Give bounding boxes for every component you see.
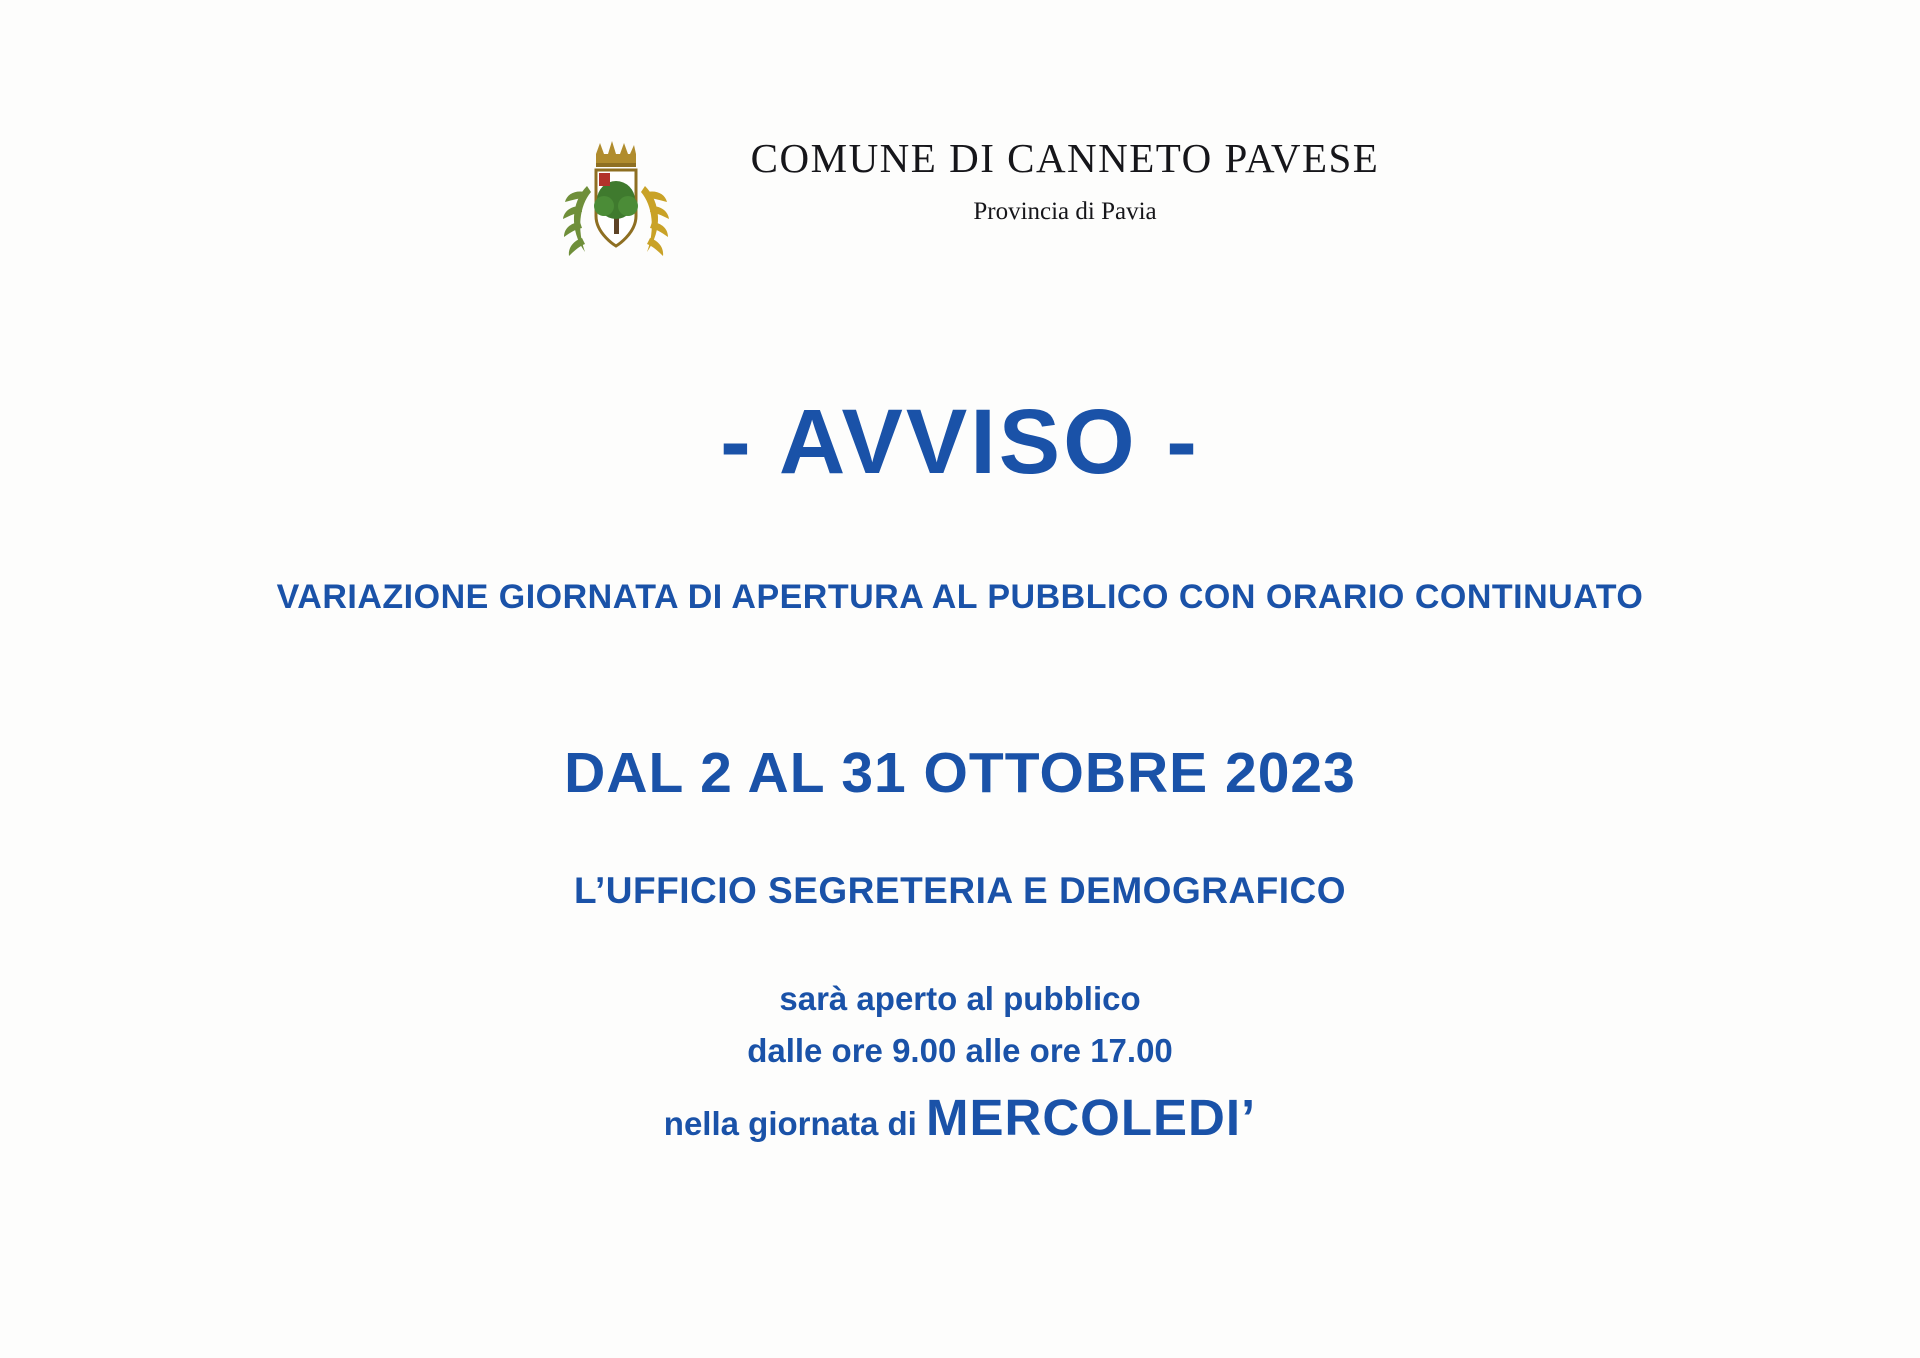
notice-title: - AVVISO - — [720, 391, 1200, 493]
notice-day-value: MERCOLEDI’ — [926, 1089, 1257, 1146]
notice-hours-line: dalle ore 9.00 alle ore 17.00 — [747, 1032, 1173, 1069]
provincia-subtitle: Provincia di Pavia — [973, 198, 1157, 225]
municipal-coat-of-arms-icon — [541, 130, 691, 280]
notice-subtitle: VARIAZIONE GIORNATA DI APERTURA AL PUBBLICO CON ORARIO CONTINUATO — [276, 578, 1644, 616]
document-header — [0, 130, 1920, 280]
notice-day-prefix: nella giornata di — [663, 1105, 927, 1142]
notice-office: L’UFFICIO SEGRETERIA E DEMOGRAFICO — [573, 870, 1347, 911]
notice-open-line: sarà aperto al pubblico — [779, 980, 1141, 1017]
notice-date-range: DAL 2 AL 31 OTTOBRE 2023 — [564, 741, 1356, 805]
notice-day-line — [0, 1088, 1920, 1147]
comune-title: COMUNE DI CANNETO PAVESE — [750, 135, 1380, 181]
header-titles — [751, 130, 1380, 226]
